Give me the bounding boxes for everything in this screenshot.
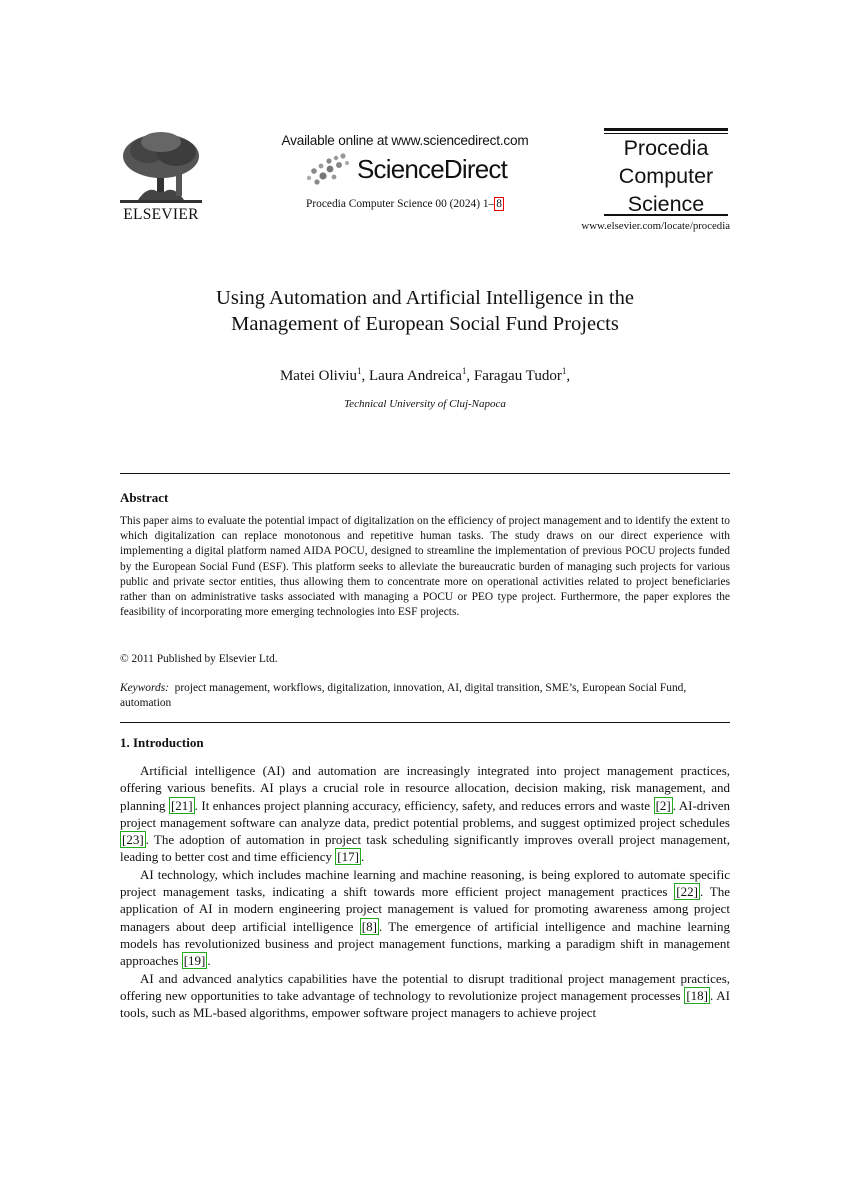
journal-url[interactable]: www.elsevier.com/locate/procedia bbox=[581, 220, 730, 232]
author-name: Faragau Tudor bbox=[473, 368, 562, 384]
publisher-name: ELSEVIER bbox=[123, 206, 199, 223]
journal-citation-text: Procedia Computer Science 00 (2024) 1– bbox=[306, 198, 495, 210]
divider bbox=[604, 128, 728, 131]
journal-logo-box bbox=[604, 128, 728, 216]
citation-link[interactable]: [22] bbox=[676, 884, 698, 900]
paragraph-text: . bbox=[360, 849, 365, 865]
last-page-link[interactable]: 8 bbox=[496, 198, 502, 210]
affiliation: Technical University of Cluj-Napoca bbox=[344, 398, 506, 410]
copyright-notice: © 2011 Published by Elsevier Ltd. bbox=[120, 653, 278, 665]
citation-link[interactable]: [8] bbox=[361, 918, 377, 934]
paragraph-text: AI and advanced analytics capabilities have the potential to disrupt traditional project management practices, offering new opportunities to take advantage of technology to revolutionize project management processes bbox=[120, 970, 730, 1003]
keywords-label: Keywords: bbox=[120, 682, 169, 694]
author-name: Laura Andreica bbox=[369, 368, 462, 384]
citation-link[interactable]: [17] bbox=[337, 849, 359, 865]
citation-link[interactable]: [21] bbox=[170, 797, 193, 813]
paragraph-text: . It enhances project planning accuracy, efficiency, safety, and reduces errors and waste bbox=[194, 797, 654, 813]
citation-link[interactable]: [18] bbox=[686, 987, 709, 1003]
section-heading: 1. Introduction bbox=[120, 735, 204, 750]
paragraph-text: . The application of AI in modern engineering project management is valued for promoting awareness among project managers about deep artificial intelligence bbox=[120, 884, 730, 934]
elsevier-tree-icon bbox=[118, 130, 204, 204]
paragraph-text: . The emergence of artificial intelligence and machine learning models has revolutionized business and project management functions, marking a paradigm shift in management approaches bbox=[120, 918, 730, 969]
paragraph-text: Artificial intelligence (AI) and automation are increasingly integrated into project management practices, offering various benefits. AI plays a crucial role in resource allocation, decision making, risk management, and planning bbox=[120, 763, 730, 813]
sciencedirect-dots-icon bbox=[303, 152, 351, 186]
paragraph-text: . AI tools, such as ML-based algorithms, empower software project managers to achieve project bbox=[120, 987, 730, 1021]
author-separator: , bbox=[566, 368, 571, 384]
abstract-heading: Abstract bbox=[120, 490, 169, 505]
divider bbox=[120, 473, 730, 474]
introduction-body bbox=[120, 762, 730, 1021]
journal-logo-line: Computer bbox=[618, 164, 714, 188]
keywords-list: project management, workflows, digitalization, innovation, AI, digital transition, SME’s, European Social Fund, automation bbox=[120, 682, 687, 710]
paragraph-text: . The adoption of automation in project task scheduling significantly improves overall project management, leading to better cost and time efficiency bbox=[120, 832, 730, 865]
journal-logo-line: Science bbox=[627, 192, 705, 216]
citation-link[interactable]: [23] bbox=[122, 832, 144, 848]
paragraph bbox=[120, 866, 730, 970]
journal-logo-text bbox=[604, 134, 728, 218]
center-header bbox=[270, 133, 540, 210]
citation-link[interactable]: [19] bbox=[183, 953, 206, 969]
paragraph bbox=[120, 762, 730, 866]
paragraph-text: . bbox=[207, 953, 211, 969]
paragraph bbox=[120, 970, 730, 1022]
paper-title-line: Using Automation and Artificial Intelligence in the bbox=[216, 287, 634, 309]
paragraph-text: AI technology, which includes machine learning and machine reasoning, is being explored to automate specific project management tasks, indicating a shift towards more efficient project management practices bbox=[120, 866, 730, 900]
sciencedirect-wordmark: ScienceDirect bbox=[357, 153, 507, 184]
author-separator: , bbox=[361, 368, 370, 384]
journal-citation bbox=[270, 198, 540, 210]
abstract-text: This paper aims to evaluate the potential impact of digitalization on the efficiency of project management and to identify the extent to which digitalization can replace monotonous and repetitive human tasks. The study draws on our direct experience with implementing a digital platform named AIDA POCU, designed to streamline the implementation of previous POCU projects funded by the European Social Fund (ESF). This platform seeks to alleviate the bureaucratic burden of managing such projects for various public and private sector entities, thus allowing them to concentrate more on operational activities related to project beneficiaries rather than on administrative tasks associated with managing a POCU or PEO type project. Furthermore, the paper explores the feasibility of incorporating more emerging technologies into ESF projects. bbox=[120, 515, 730, 619]
sciencedirect-logo bbox=[270, 152, 540, 186]
elsevier-logo bbox=[118, 130, 204, 224]
author-name: Matei Oliviu bbox=[279, 368, 358, 384]
keywords bbox=[120, 681, 730, 711]
author-affiliation-mark: 1 bbox=[461, 366, 467, 376]
paper-title-line: Management of European Social Fund Projects bbox=[231, 313, 619, 335]
divider bbox=[120, 722, 730, 723]
author-affiliation-mark: 1 bbox=[561, 366, 567, 376]
journal-logo-line: Procedia bbox=[623, 136, 709, 160]
citation-link[interactable]: [2] bbox=[655, 797, 671, 813]
author-separator: , bbox=[466, 368, 474, 384]
available-online-text[interactable]: Available online at www.sciencedirect.com bbox=[281, 133, 529, 148]
author-affiliation-mark: 1 bbox=[357, 366, 362, 376]
author-list bbox=[120, 366, 730, 385]
paragraph-text: . AI-driven project management software can analyze data, predict potential problems, and suggest optimized project schedules bbox=[120, 797, 730, 830]
paper-title bbox=[120, 285, 730, 337]
